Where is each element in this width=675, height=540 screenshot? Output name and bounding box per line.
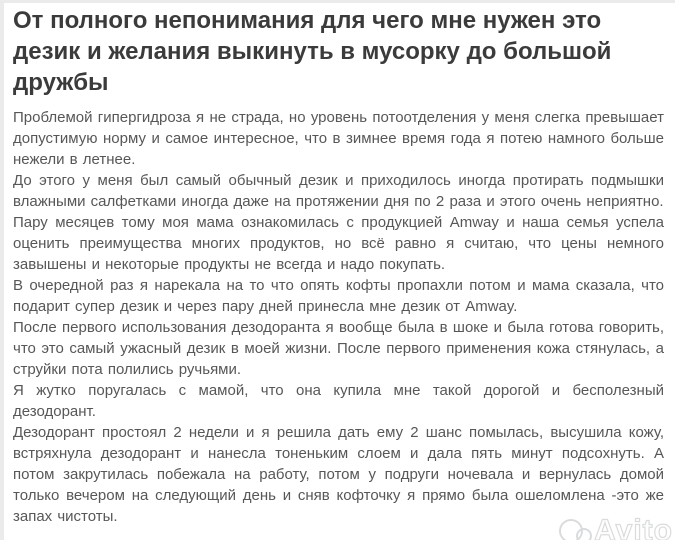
- article-body: [13, 107, 664, 527]
- review-paragraph: Пару месяцев тому моя мама ознакомилась с продукцией Amway и наша семья успела оценить преимущества многих продуктов, но всё равно я считаю, что цены немного завышены и некоторые продукты не всегда и надо покупать.: [13, 214, 664, 273]
- review-paragraph: В очередной раз я нарекала на то что опять кофты пропахли потом и мама сказала, что подарит супер дезик и через пару дней принесла мне дезик от Amway.: [13, 277, 664, 315]
- page-edge-left: [0, 0, 4, 540]
- review-paragraph: Дезодорант простоял 2 недели и я решила дать ему 2 шанс помылась, высушила кожу, встряхнула дезодорант и нанесла тоненьким слоем и дала пять минут подсохнуть. А потом закрутилась побежала на работу, потом у подруги ночевала и вернулась домой только вечером на следующий день и сняв кофточку я прямо была ошеломлена -это же запах чистоты.: [13, 424, 664, 525]
- article-content: [13, 5, 664, 527]
- page-edge-top: [0, 0, 675, 3]
- avito-logo-icon: [576, 528, 592, 540]
- article-title: От полного непонимания для чего мне нужен это дезик и желания выкинуть в мусорку до большой дружбы: [13, 7, 612, 96]
- watermark-label: Avito: [594, 514, 673, 540]
- review-paragraph: Я жутко поругалась с мамой, что она купила мне такой дорогой и бесполезный дезодорант.: [13, 382, 664, 420]
- review-paragraph: Проблемой гипергидроза я не страда, но уровень потоотделения у меня слегка превышает допустимую норму и самое интересное, что в зимнее время года я потею намного больше нежели в летнее.: [13, 109, 664, 168]
- review-paragraph: До этого у меня был самый обычный дезик и приходилось иногда протирать подмышки влажными салфетками иногда даже на протяжении дня по 2 раза и этого очень неприятно.: [13, 172, 664, 210]
- review-paragraph: После первого использования дезодоранта я вообще была в шоке и была готова говорить, что это самый ужасный дезик в моей жизни. После первого применения кожа стянулась, а струйки пота полились ручьями.: [13, 319, 664, 378]
